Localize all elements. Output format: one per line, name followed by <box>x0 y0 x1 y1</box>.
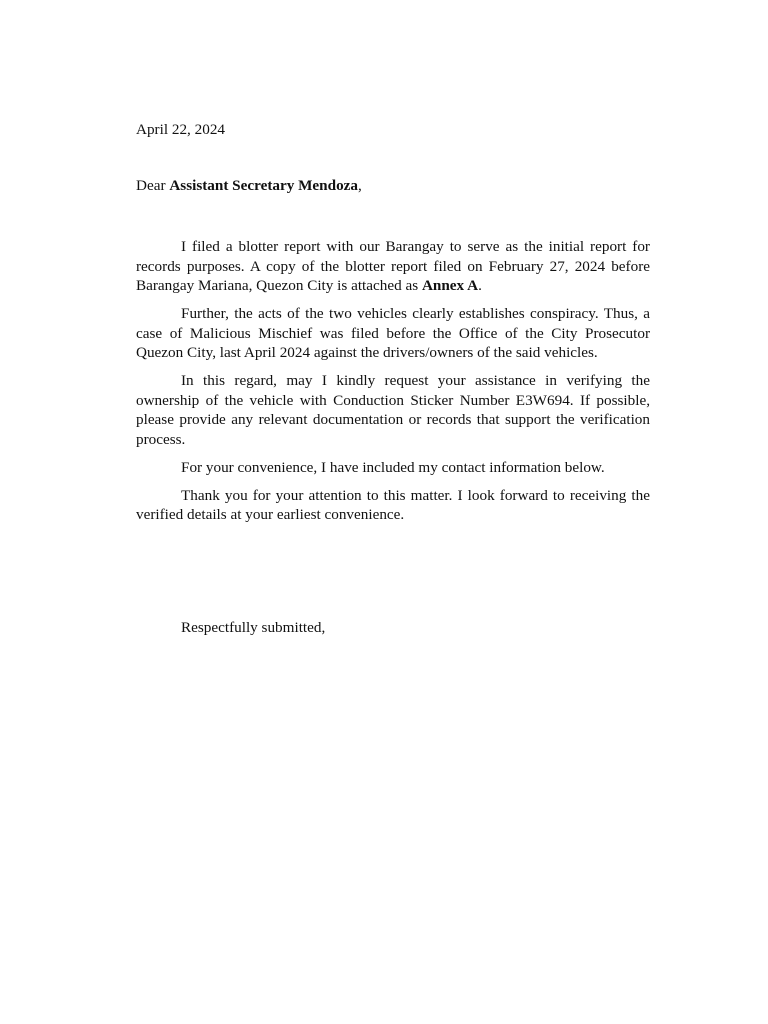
paragraph-conspiracy: Further, the acts of the two vehicles clearly establishes conspiracy. Thus, a case of Malicious Mischief was filed before the Office of the City Prosecutor Quezon City, last April 2024 against the drivers/owners of the said vehicles. <box>136 305 650 361</box>
salutation-addressee: Assistant Secretary Mendoza <box>169 177 358 194</box>
salutation-suffix: , <box>358 177 362 194</box>
paragraph-request: In this regard, may I kindly request your assistance in verifying the ownership of the vehicle with Conduction Sticker Number E3W694. If possible, please provide any relevant documentation or records that support the verification process. <box>136 372 650 448</box>
paragraph-blotter-text: I filed a blotter report with our Barangay to serve as the initial report for records purposes. A copy of the blotter report filed on February 27, 2024 before Barangay Mariana, Quezon City is attached as <box>136 238 650 294</box>
salutation-prefix: Dear <box>136 177 170 194</box>
paragraph-thanks: Thank you for your attention to this matter. I look forward to receiving the verified details at your earliest convenience. <box>136 486 650 523</box>
annex-reference: Annex A <box>421 277 479 294</box>
paragraph-blotter-end: . <box>478 277 482 294</box>
salutation <box>136 176 362 196</box>
paragraph-blotter-report <box>136 237 650 296</box>
closing: Respectfully submitted, <box>181 619 326 636</box>
letter-date: April 22, 2024 <box>136 121 226 138</box>
paragraph-contact: For your convenience, I have included my contact information below. <box>181 458 605 476</box>
letter-body <box>136 237 650 533</box>
